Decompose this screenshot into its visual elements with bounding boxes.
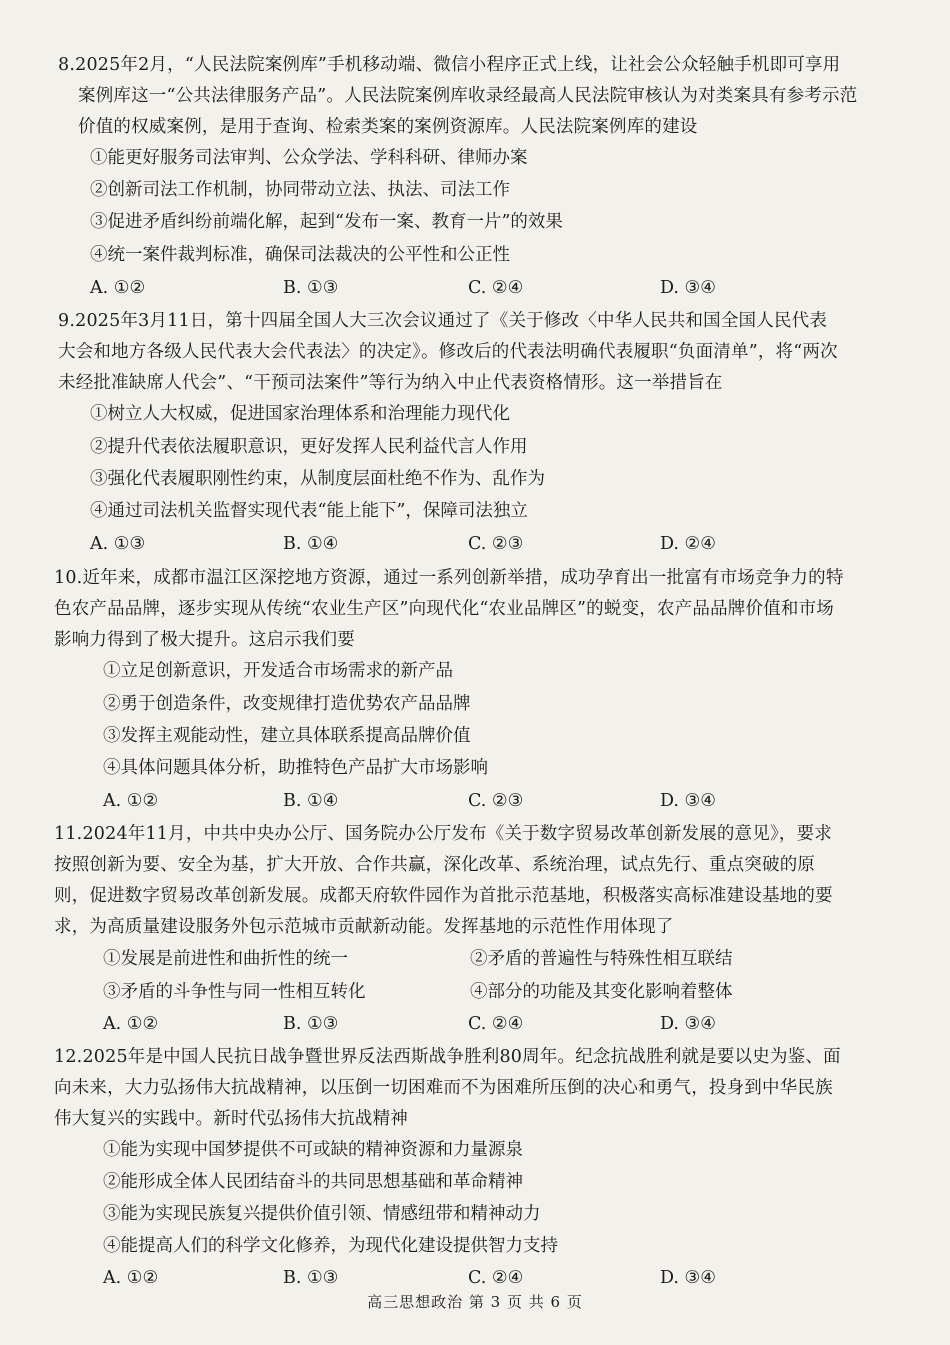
option-4: ④部分的功能及其变化影响着整体 — [470, 982, 733, 1002]
option-4: ④能提高人们的科学文化修养，为现代化建设提供智力支持 — [103, 1236, 558, 1256]
question-number: 11. — [54, 824, 83, 844]
option-1: ①能为实现中国梦提供不可或缺的精神资源和力量源泉 — [103, 1140, 523, 1160]
option-1: ①发展是前进性和曲折性的统一 — [103, 949, 348, 969]
answer-d: D. ③④ — [660, 278, 716, 298]
option-4: ④通过司法机关监督实现代表“能上能下”，保障司法独立 — [90, 501, 528, 521]
question-10 — [54, 563, 878, 656]
answer-d: D. ②④ — [660, 534, 716, 554]
answer-b: B. ①③ — [283, 1268, 339, 1288]
answer-b: B. ①④ — [283, 534, 339, 554]
answer-choices — [90, 529, 890, 560]
question-stem — [54, 563, 844, 656]
option-2: ②勇于创造条件，改变规律打造优势农产品品牌 — [103, 694, 471, 714]
option-3: ③强化代表履职刚性约束，从制度层面杜绝不作为、乱作为 — [90, 469, 545, 489]
question-9 — [58, 306, 878, 399]
answer-a: A. ①② — [103, 1268, 159, 1288]
option-3: ③促进矛盾纠纷前端化解，起到“发布一案、教育一片”的效果 — [90, 212, 563, 232]
option-2: ②能形成全体人民团结奋斗的共同思想基础和革命精神 — [103, 1172, 523, 1192]
option-1: ①树立人大权威，促进国家治理体系和治理能力现代化 — [90, 404, 510, 424]
answer-c: C. ②④ — [468, 1268, 524, 1288]
question-stem — [58, 306, 843, 399]
answer-b: B. ①④ — [283, 791, 339, 811]
answer-choices — [103, 1009, 903, 1040]
answer-d: D. ③④ — [660, 1014, 716, 1034]
answer-c: C. ②④ — [468, 1014, 524, 1034]
question-text: 2024年11月，中共中央办公厅、国务院办公厅发布《关于数字贸易改革创新发展的意见》，要求按照创新为要、安全为基，扩大开放、合作共赢，深化改革、系统治理，试点先行、重点突破的原则，促进数字贸易改革创新发展。成都天府软件园作为首批示范基地，积极落实高标准建设基地的要求，为高质量建设服务外包示范城市贡献新动能。发挥基地的示范性作用体现了 — [54, 824, 833, 937]
option-1: ①立足创新意识，开发适合市场需求的新产品 — [103, 661, 453, 681]
question-8 — [58, 50, 878, 143]
question-text: 2025年2月，“人民法院案例库”手机移动端、微信小程序正式上线，让社会公众轻触手机即可享用案例库这一“公共法律服务产品”。人民法院案例库收录经最高人民法院审核认为对类案具有参考示范价值的权威案例，是用于查询、检索类案的案例资源库。人民法院案例库的建设 — [75, 55, 858, 137]
question-text: 2025年是中国人民抗日战争暨世界反法西斯战争胜利80周年。纪念抗战胜利就是要以史为鉴、面向未来，大力弘扬伟大抗战精神，以压倒一切困难而不为困难所压倒的决心和勇气，投身到中华民族伟大复兴的实践中。新时代弘扬伟大抗战精神 — [54, 1047, 841, 1129]
option-2: ②创新司法工作机制，协同带动立法、执法、司法工作 — [90, 180, 510, 200]
option-2: ②提升代表依法履职意识，更好发挥人民利益代言人作用 — [90, 437, 528, 457]
question-text: 近年来，成都市温江区深挖地方资源，通过一系列创新举措，成功孕育出一批富有市场竞争力的特色农产品品牌，逐步实现从传统“农业生产区”向现代化“农业品牌区”的蜕变，农产品品牌价值和市场影响力得到了极大提升。这启示我们要 — [54, 568, 844, 650]
question-number: 9. — [58, 311, 76, 331]
answer-c: C. ②④ — [468, 278, 524, 298]
question-11 — [54, 819, 878, 943]
answer-a: A. ①③ — [90, 534, 146, 554]
answer-a: A. ①② — [103, 1014, 159, 1034]
answer-d: D. ③④ — [660, 1268, 716, 1288]
question-number: 8. — [58, 55, 76, 75]
option-3: ③矛盾的斗争性与同一性相互转化 — [103, 982, 366, 1002]
option-4: ④统一案件裁判标准，确保司法裁决的公平性和公正性 — [90, 245, 510, 265]
answer-d: D. ③④ — [660, 791, 716, 811]
answer-b: B. ①③ — [283, 278, 339, 298]
question-12 — [54, 1042, 878, 1135]
option-4: ④具体问题具体分析，助推特色产品扩大市场影响 — [103, 758, 488, 778]
answer-choices — [103, 786, 903, 817]
option-3: ③能为实现民族复兴提供价值引领、情感纽带和精神动力 — [103, 1204, 541, 1224]
option-1: ①能更好服务司法审判、公众学法、学科科研、律师办案 — [90, 148, 528, 168]
answer-choices — [103, 1263, 903, 1294]
option-3: ③发挥主观能动性，建立具体联系提高品牌价值 — [103, 726, 471, 746]
answer-a: A. ①② — [103, 791, 159, 811]
answer-choices — [90, 273, 890, 304]
answer-c: C. ②③ — [468, 791, 524, 811]
option-2: ②矛盾的普遍性与特殊性相互联结 — [470, 949, 733, 969]
question-text: 2025年3月11日，第十四届全国人大三次会议通过了《关于修改〈中华人民共和国全国人民代表大会和地方各级人民代表大会代表法〉的决定》。修改后的代表法明确代表履职“负面清单”，将“两次未经批准缺席人代会”、“干预司法案件”等行为纳入中止代表资格情形。这一举措旨在 — [58, 311, 838, 393]
page-footer: 高三思想政治 第 3 页 共 6 页 — [367, 1293, 583, 1311]
answer-b: B. ①③ — [283, 1014, 339, 1034]
question-number: 10. — [54, 568, 83, 588]
question-stem — [54, 1042, 844, 1135]
question-stem — [54, 819, 844, 943]
answer-a: A. ①② — [90, 278, 146, 298]
answer-c: C. ②③ — [468, 534, 524, 554]
question-stem — [58, 50, 858, 143]
question-number: 12. — [54, 1047, 83, 1067]
